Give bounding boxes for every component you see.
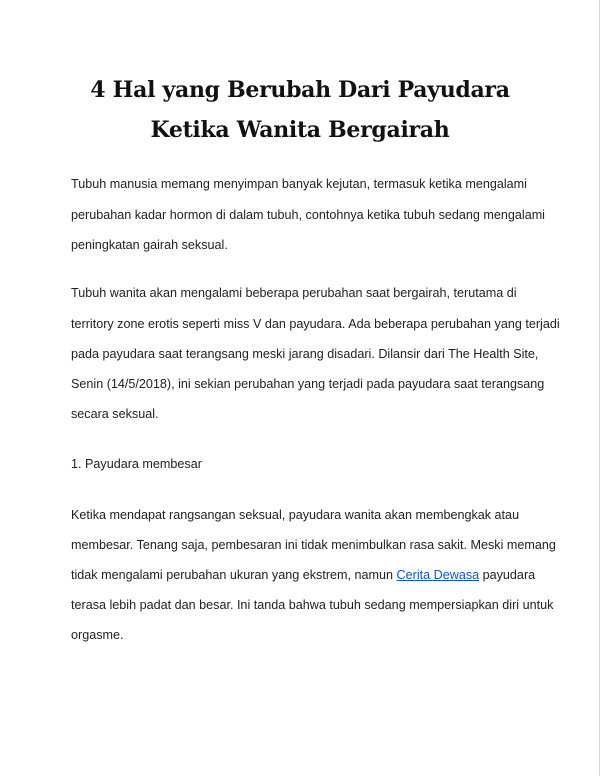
paragraph-3-line-1: Ketika mendapat rangsangan seksual, payudara wanita akan membengkak atau (71, 508, 520, 522)
title-line-1: 4 Hal yang Berubah Dari Payudara (90, 77, 510, 103)
paragraph-1-line-3: peningkatan gairah seksual. (71, 238, 228, 252)
paragraph-2-line-4: Senin (14/5/2018), ini sekian perubahan yang terjadi pada payudara saat terangsang (71, 377, 545, 391)
paragraph-3-line-5: orgasme. (71, 628, 124, 642)
paragraph-2-line-5: secara seksual. (71, 407, 159, 421)
paragraph-3-line-3-text-before: tidak mengalami perubahan ukuran yang ekstrem, namun (71, 568, 397, 582)
title-line-2: Ketika Wanita Bergairah (150, 117, 450, 143)
cerita-dewasa-link[interactable]: Cerita Dewasa (396, 568, 480, 582)
paragraph-1-line-2: perubahan kadar hormon di dalam tubuh, contohnya ketika tubuh sedang mengalami (71, 208, 545, 222)
paragraph-3-line-2: membesar. Tenang saja, pembesaran ini tidak menimbulkan rasa sakit. Meski memang (71, 538, 556, 552)
paragraph-1-line-1: Tubuh manusia memang menyimpan banyak kejutan, termasuk ketika mengalami (71, 177, 527, 191)
paragraph-2-line-3: pada payudara saat terangsang meski jarang disadari. Dilansir dari The Health Site, (71, 347, 539, 361)
paragraph-3-line-4: terasa lebih padat dan besar. Ini tanda bahwa tubuh sedang mempersiapkan diri untuk (71, 598, 554, 612)
paragraph-2-line-1: Tubuh wanita akan mengalami beberapa perubahan saat bergairah, terutama di (71, 286, 517, 300)
section-heading-1: 1. Payudara membesar (71, 457, 202, 471)
paragraph-2-line-2: territory zone erotis seperti miss V dan payudara. Ada beberapa perubahan yang terjadi (71, 317, 560, 331)
paragraph-3-line-3-text-after: payudara (479, 568, 536, 582)
paragraph-3-line-3 (71, 567, 535, 583)
document-title (40, 70, 560, 150)
